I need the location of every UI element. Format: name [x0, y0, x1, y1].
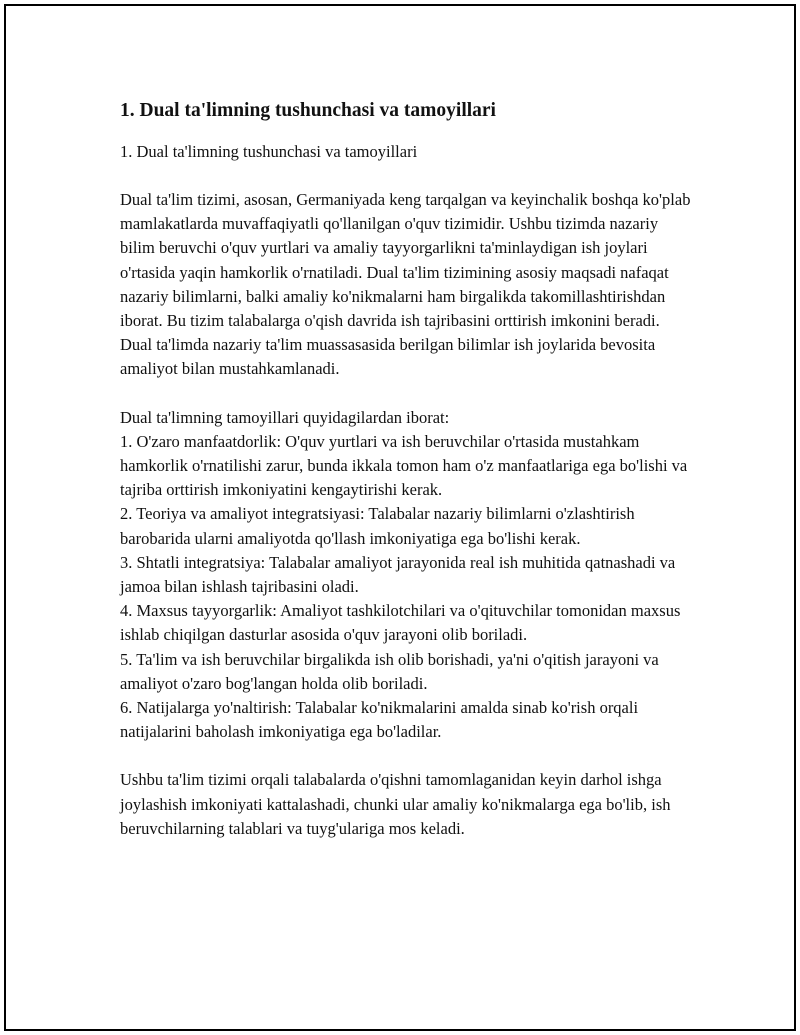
principle-item: 4. Maxsus tayyorgarlik: Amaliyot tashkilotchilari va o'qituvchilar tomonidan maxsus ishlab chiqilgan dasturlar asosida o'quv jarayoni olib boriladi.	[120, 601, 681, 645]
principles-heading: Dual ta'limning tamoyillari quyidagilardan iborat:	[120, 407, 450, 427]
document-page	[4, 4, 796, 1031]
document-body	[120, 98, 692, 841]
principles-section	[120, 406, 692, 745]
document-subtitle: 1. Dual ta'limning tushunchasi va tamoyillari	[120, 142, 418, 161]
principle-item: 2. Teoriya va amaliyot integratsiyasi: Talabalar nazariy bilimlarni o'zlashtirish barobarida ularni amaliyotda qo'llash imkoniyatiga ega bo'lishi kerak.	[120, 504, 635, 548]
principle-item: 3. Shtatli integratsiya: Talabalar amaliyot jarayonida real ish muhitida qatnashadi va jamoa bilan ishlash tajribasini oladi.	[120, 552, 676, 597]
principle-item: 5. Ta'lim va ish beruvchilar birgalikda ish olib borishadi, ya'ni o'qitish jarayoni va amaliyot o'zaro bog'langan holda olib boriladi.	[120, 649, 659, 693]
principle-item: 6. Natijalarga yo'naltirish: Talabalar ko'nikmalarini amalda sinab ko'rish orqali natijalarini baholash imkoniyatiga ega bo'ladilar.	[120, 698, 639, 742]
intro-paragraph: Dual ta'lim tizimi, asosan, Germaniyada keng tarqalgan va keyinchalik boshqa ko'plab mamlakatlarda muvaffaqiyatli qo'llanilgan o'quv tizimidir. Ushbu tizimda nazariy bilim beruvchi o'quv yurtlari va amaliy tayyorgarlikni ta'minlaydigan ish joylari o'rtasida yaqin hamkorlik o'rnatiladi. Dual ta'lim tizimining asosiy maqsadi nafaqat nazariy bilimlarni, balki amaliy ko'nikmalarni ham birgalikda takomillashtirishdan iborat. Bu tizim talabalarga o'qish davrida ish tajribasini orttirish imkonini beradi. Dual ta'limda nazariy ta'lim muassasasida berilgan bilimlar ish joylarida bevosita amaliyot bilan mustahkamlanadi.	[120, 190, 691, 379]
principles-list	[120, 430, 692, 745]
document-title: 1. Dual ta'limning tushunchasi va tamoyillari	[120, 100, 496, 121]
closing-paragraph: Ushbu ta'lim tizimi orqali talabalarda o'qishni tamomlaganidan keyin darhol ishga joylashish imkoniyati kattalashadi, chunki ular amaliy ko'nikmalarga ega bo'lib, ish beruvchilarning talablari va tuyg'ulariga mos keladi.	[120, 770, 671, 838]
principle-item: 1. O'zaro manfaatdorlik: O'quv yurtlari va ish beruvchilar o'rtasida mustahkam hamkorlik o'rnatilishi zarur, bunda ikkala tomon ham o'z manfaatlariga ega bo'lishi va tajriba orttirish imkoniyatini kengaytirishi kerak.	[120, 431, 688, 500]
